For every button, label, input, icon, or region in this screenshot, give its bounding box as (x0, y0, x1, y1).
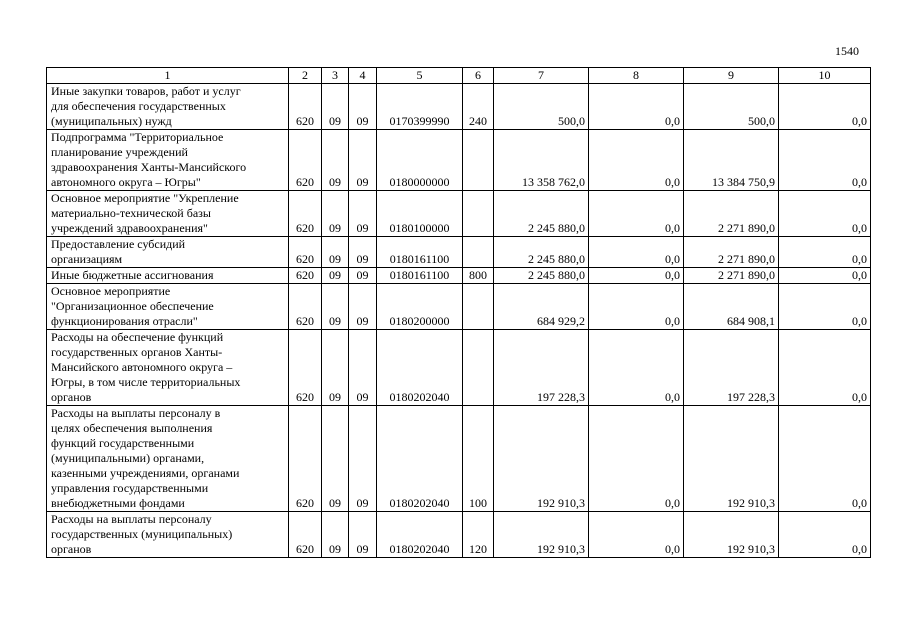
cell-col-5: 0180161100 (377, 268, 463, 284)
cell-col-9: 684 908,1 (684, 284, 779, 330)
cell-col-7: 13 358 762,0 (494, 130, 589, 191)
cell-col-7: 2 245 880,0 (494, 191, 589, 237)
cell-col-5: 0180161100 (377, 237, 463, 268)
cell-col-9: 13 384 750,9 (684, 130, 779, 191)
cell-col-9: 197 228,3 (684, 330, 779, 406)
column-header-7: 7 (494, 68, 589, 84)
cell-col-3: 09 (322, 330, 349, 406)
cell-col-4: 09 (349, 330, 377, 406)
cell-col-8: 0,0 (589, 268, 684, 284)
cell-col-8: 0,0 (589, 284, 684, 330)
table-row (47, 284, 871, 330)
cell-col-9: 192 910,3 (684, 406, 779, 512)
cell-col-2: 620 (289, 330, 322, 406)
table-row (47, 512, 871, 558)
cell-col-6 (463, 284, 494, 330)
cell-col-10: 0,0 (779, 84, 871, 130)
cell-col-5: 0180202040 (377, 330, 463, 406)
budget-table (46, 67, 871, 558)
cell-col-6 (463, 191, 494, 237)
cell-col-4: 09 (349, 237, 377, 268)
cell-col-7: 192 910,3 (494, 406, 589, 512)
cell-col-4: 09 (349, 512, 377, 558)
cell-col-5: 0180200000 (377, 284, 463, 330)
row-name: Основное мероприятие "Организационное обеспечение функционирования отрасли" (47, 284, 289, 330)
cell-col-8: 0,0 (589, 512, 684, 558)
table-row (47, 330, 871, 406)
cell-col-4: 09 (349, 130, 377, 191)
cell-col-6 (463, 237, 494, 268)
cell-col-7: 2 245 880,0 (494, 237, 589, 268)
cell-col-2: 620 (289, 406, 322, 512)
cell-col-9: 2 271 890,0 (684, 268, 779, 284)
cell-col-9: 2 271 890,0 (684, 237, 779, 268)
row-name: Предоставление субсидий организациям (47, 237, 289, 268)
cell-col-4: 09 (349, 191, 377, 237)
cell-col-9: 500,0 (684, 84, 779, 130)
cell-col-4: 09 (349, 84, 377, 130)
cell-col-5: 0180202040 (377, 406, 463, 512)
cell-col-5: 0180000000 (377, 130, 463, 191)
cell-col-3: 09 (322, 512, 349, 558)
cell-col-9: 2 271 890,0 (684, 191, 779, 237)
cell-col-8: 0,0 (589, 330, 684, 406)
table-row (47, 191, 871, 237)
cell-col-8: 0,0 (589, 191, 684, 237)
row-name: Подпрограмма "Территориальное планирование учреждений здравоохранения Ханты-Мансийского автономного округа – Югры" (47, 130, 289, 191)
cell-col-6 (463, 330, 494, 406)
cell-col-3: 09 (322, 268, 349, 284)
table-row (47, 130, 871, 191)
cell-col-5: 0170399990 (377, 84, 463, 130)
table-row (47, 84, 871, 130)
row-name: Расходы на выплаты персоналу государственных (муниципальных) органов (47, 512, 289, 558)
row-name: Иные бюджетные ассигнования (47, 268, 289, 284)
column-header-9: 9 (684, 68, 779, 84)
cell-col-7: 2 245 880,0 (494, 268, 589, 284)
cell-col-9: 192 910,3 (684, 512, 779, 558)
cell-col-6: 100 (463, 406, 494, 512)
cell-col-8: 0,0 (589, 130, 684, 191)
row-name: Расходы на обеспечение функций государственных органов Ханты- Мансийского автономного округа – Югры, в том числе территориальных органов (47, 330, 289, 406)
cell-col-2: 620 (289, 512, 322, 558)
cell-col-7: 192 910,3 (494, 512, 589, 558)
cell-col-6: 800 (463, 268, 494, 284)
row-name: Расходы на выплаты персоналу в целях обеспечения выполнения функций государственными (муниципальными) органами, казенными учреждениями, органами управления государственными внебюджетными фондами (47, 406, 289, 512)
column-header-1: 1 (47, 68, 289, 84)
cell-col-3: 09 (322, 284, 349, 330)
cell-col-7: 500,0 (494, 84, 589, 130)
cell-col-6: 240 (463, 84, 494, 130)
cell-col-10: 0,0 (779, 268, 871, 284)
cell-col-10: 0,0 (779, 237, 871, 268)
cell-col-8: 0,0 (589, 84, 684, 130)
cell-col-8: 0,0 (589, 237, 684, 268)
cell-col-10: 0,0 (779, 130, 871, 191)
cell-col-3: 09 (322, 84, 349, 130)
column-header-10: 10 (779, 68, 871, 84)
cell-col-3: 09 (322, 237, 349, 268)
header-row (47, 68, 871, 84)
row-name: Иные закупки товаров, работ и услуг для обеспечения государственных (муниципальных) нужд (47, 84, 289, 130)
column-header-3: 3 (322, 68, 349, 84)
cell-col-3: 09 (322, 191, 349, 237)
cell-col-5: 0180202040 (377, 512, 463, 558)
cell-col-2: 620 (289, 268, 322, 284)
cell-col-3: 09 (322, 130, 349, 191)
cell-col-4: 09 (349, 406, 377, 512)
cell-col-10: 0,0 (779, 406, 871, 512)
cell-col-2: 620 (289, 237, 322, 268)
cell-col-4: 09 (349, 284, 377, 330)
cell-col-2: 620 (289, 130, 322, 191)
column-header-4: 4 (349, 68, 377, 84)
column-header-2: 2 (289, 68, 322, 84)
cell-col-4: 09 (349, 268, 377, 284)
cell-col-7: 197 228,3 (494, 330, 589, 406)
cell-col-6: 120 (463, 512, 494, 558)
cell-col-2: 620 (289, 191, 322, 237)
cell-col-8: 0,0 (589, 406, 684, 512)
cell-col-10: 0,0 (779, 191, 871, 237)
cell-col-5: 0180100000 (377, 191, 463, 237)
cell-col-6 (463, 130, 494, 191)
table-row (47, 237, 871, 268)
cell-col-10: 0,0 (779, 512, 871, 558)
cell-col-10: 0,0 (779, 284, 871, 330)
column-header-8: 8 (589, 68, 684, 84)
table-row (47, 406, 871, 512)
cell-col-10: 0,0 (779, 330, 871, 406)
column-header-5: 5 (377, 68, 463, 84)
cell-col-3: 09 (322, 406, 349, 512)
cell-col-7: 684 929,2 (494, 284, 589, 330)
column-header-6: 6 (463, 68, 494, 84)
page-number: 1540 (835, 44, 859, 58)
cell-col-2: 620 (289, 284, 322, 330)
cell-col-2: 620 (289, 84, 322, 130)
table-row (47, 268, 871, 284)
row-name: Основное мероприятие "Укрепление материально-технической базы учреждений здравоохранения" (47, 191, 289, 237)
